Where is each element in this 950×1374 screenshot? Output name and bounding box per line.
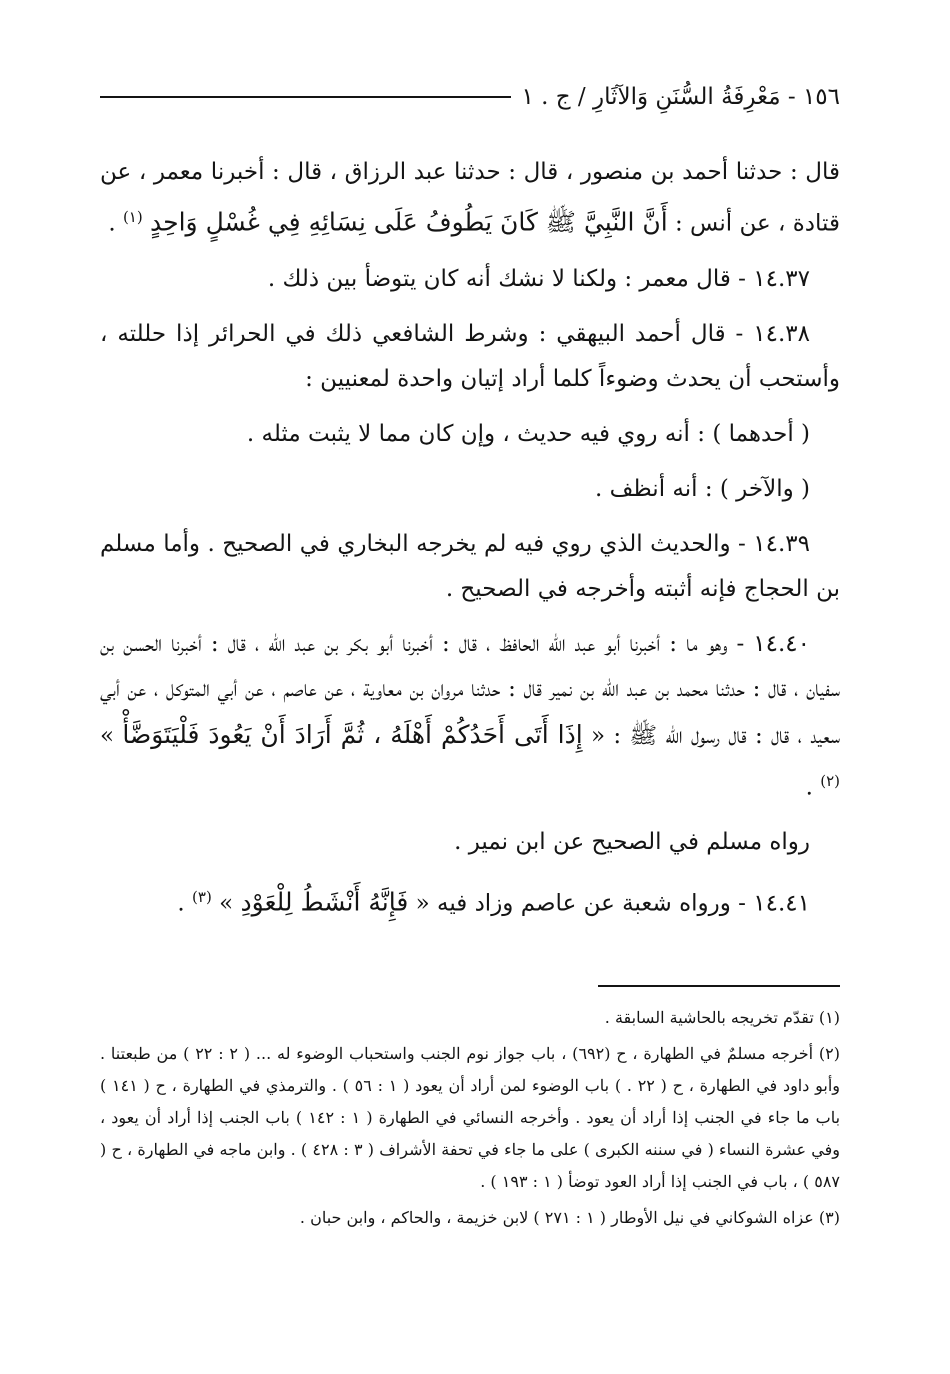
paragraph-14-40 xyxy=(100,622,840,811)
header-rule xyxy=(100,96,511,98)
paragraph-text: قال : حدثنا أحمد بن منصور ، قال : حدثنا عبد الرزاق ، قال : أخبرنا معمر ، عن قتادة ، عن أنس : xyxy=(100,159,840,237)
footnote-1: (١) تقدّم تخريجه بالحاشية السابقة . xyxy=(604,1008,840,1027)
paragraph-first-reason: ( أحدهما ) : أنه روي فيه حديث ، وإن كان مما لا يثبت مثله . xyxy=(246,420,810,447)
footnote-ref-1[interactable]: (١) xyxy=(122,208,143,226)
page-number: ١٥٦ xyxy=(802,84,840,110)
footnote-ref-2[interactable]: (٢) xyxy=(820,771,840,790)
header-separator: - xyxy=(787,84,796,110)
footnotes xyxy=(100,1002,840,1234)
main-text xyxy=(100,150,840,937)
paragraph-text: . xyxy=(108,210,123,237)
page-header xyxy=(100,84,840,110)
hadith-quote: إِذَا أَتَى أَحَدُكُمْ أَهْلَهُ ، ثُمَّ أَرَادَ أَنْ يَعُودَ فَلْيَتَوَضَّأْ xyxy=(122,719,583,749)
paragraph-14-38: ١٤.٣٨ - قال أحمد البيهقي : وشرط الشافعي ذلك في الحرائر إذا حللته ، وأستحب أن يحدث وضوءاً كلما أراد إتيان واحدة لمعنيين : xyxy=(100,320,840,392)
hadith-quote: أَنَّ النَّبِيَّ ﷺ كَانَ يَطُوفُ عَلَى نِسَائِهِ فِي غُسْلٍ وَاحِدٍ xyxy=(150,207,668,237)
paragraph-text: » xyxy=(100,722,123,749)
footnote-2: (٢) أخرجه مسلمٌ في الطهارة ، ح (٦٩٢) ، باب جواز نوم الجنب واستحباب الوضوء له ... ( ٢ : ٢٢ ) من طبعتنا . وأبو داود في الطهارة ، ح ( ٢٢ . ) باب الوضوء لمن أراد أن يعود ( ١ : ٥٦ ) . والترمذي في الطهارة ، ح ( ١٤١ ) باب ما جاء في الجنب إذا أراد أن يعود . وأخرجه النسائي في الطهارة ( ١ : ١٤٢ ) باب الجنب إذا أراد أن يعود ، وفي عشرة النساء ( في سننه الكبرى ) على ما جاء في تحفة الأشراف ( ٣ : ٤٢٨ ) . وابن ماجه في الطهارة ، ح ( ٥٨٧ ) ، باب في الجنب إذا أراد العود توضأ ( ١ : ١٩٣ ) . xyxy=(100,1044,841,1191)
paragraph-text: . xyxy=(805,774,821,801)
paragraph-14-39: ١٤.٣٩ - والحديث الذي روي فيه لم يخرجه البخاري في الصحيح . وأما مسلم بن الحجاج فإنه أثبته وأخرجه في الصحيح . xyxy=(100,530,840,602)
paragraph-second-reason: ( والآخر ) : أنه أنظف . xyxy=(595,475,810,502)
paragraph-hadith-anas xyxy=(100,150,840,247)
paragraph-text: . xyxy=(177,890,193,917)
paragraph-text: » xyxy=(211,890,241,917)
hadith-quote: فَإِنَّهُ أَنْشَطُ لِلْعَوْدِ xyxy=(240,887,409,917)
paragraph-text: ١٤.٤١ - ورواه شعبة عن عاصم وزاد فيه « xyxy=(408,890,810,917)
paragraph-14-41 xyxy=(100,875,840,927)
footnote-3: (٣) عزاه الشوكاني في نيل الأوطار ( ١ : ٢٧١ ) لابن خزيمة ، والحاكم ، وابن حبان . xyxy=(299,1208,840,1227)
paragraph-muslim-narration: رواه مسلم في الصحيح عن ابن نمير . xyxy=(454,829,810,856)
paragraph-text: ١٤.٤٠ - وهو ما : أخبرنا أبو عبد الله الحافظ ، قال : أخبرنا أبو بكر بن عبد الله ، قال : أخبرنا الحسن بن سفيان ، قال : حدثنا محمد بن عبد الله بن نمير قال : حدثنا مروان بن معاوية ، عن عاصم ، عن أبي المتوكل ، عن أبي سعيد ، قال : قال رسول الله ﷺ : « xyxy=(100,630,840,749)
paragraph-14-37: ١٤.٣٧ - قال معمر : ولكنا لا نشك أنه كان يتوضأ بين ذلك . xyxy=(267,265,810,292)
book-title: مَعْرِفَةُ السُّنَنِ وَالآثَارِ / ج . ١ xyxy=(521,84,781,110)
footnote-ref-3[interactable]: (٣) xyxy=(192,888,212,907)
footnote-separator xyxy=(598,985,840,987)
running-head xyxy=(521,84,840,110)
